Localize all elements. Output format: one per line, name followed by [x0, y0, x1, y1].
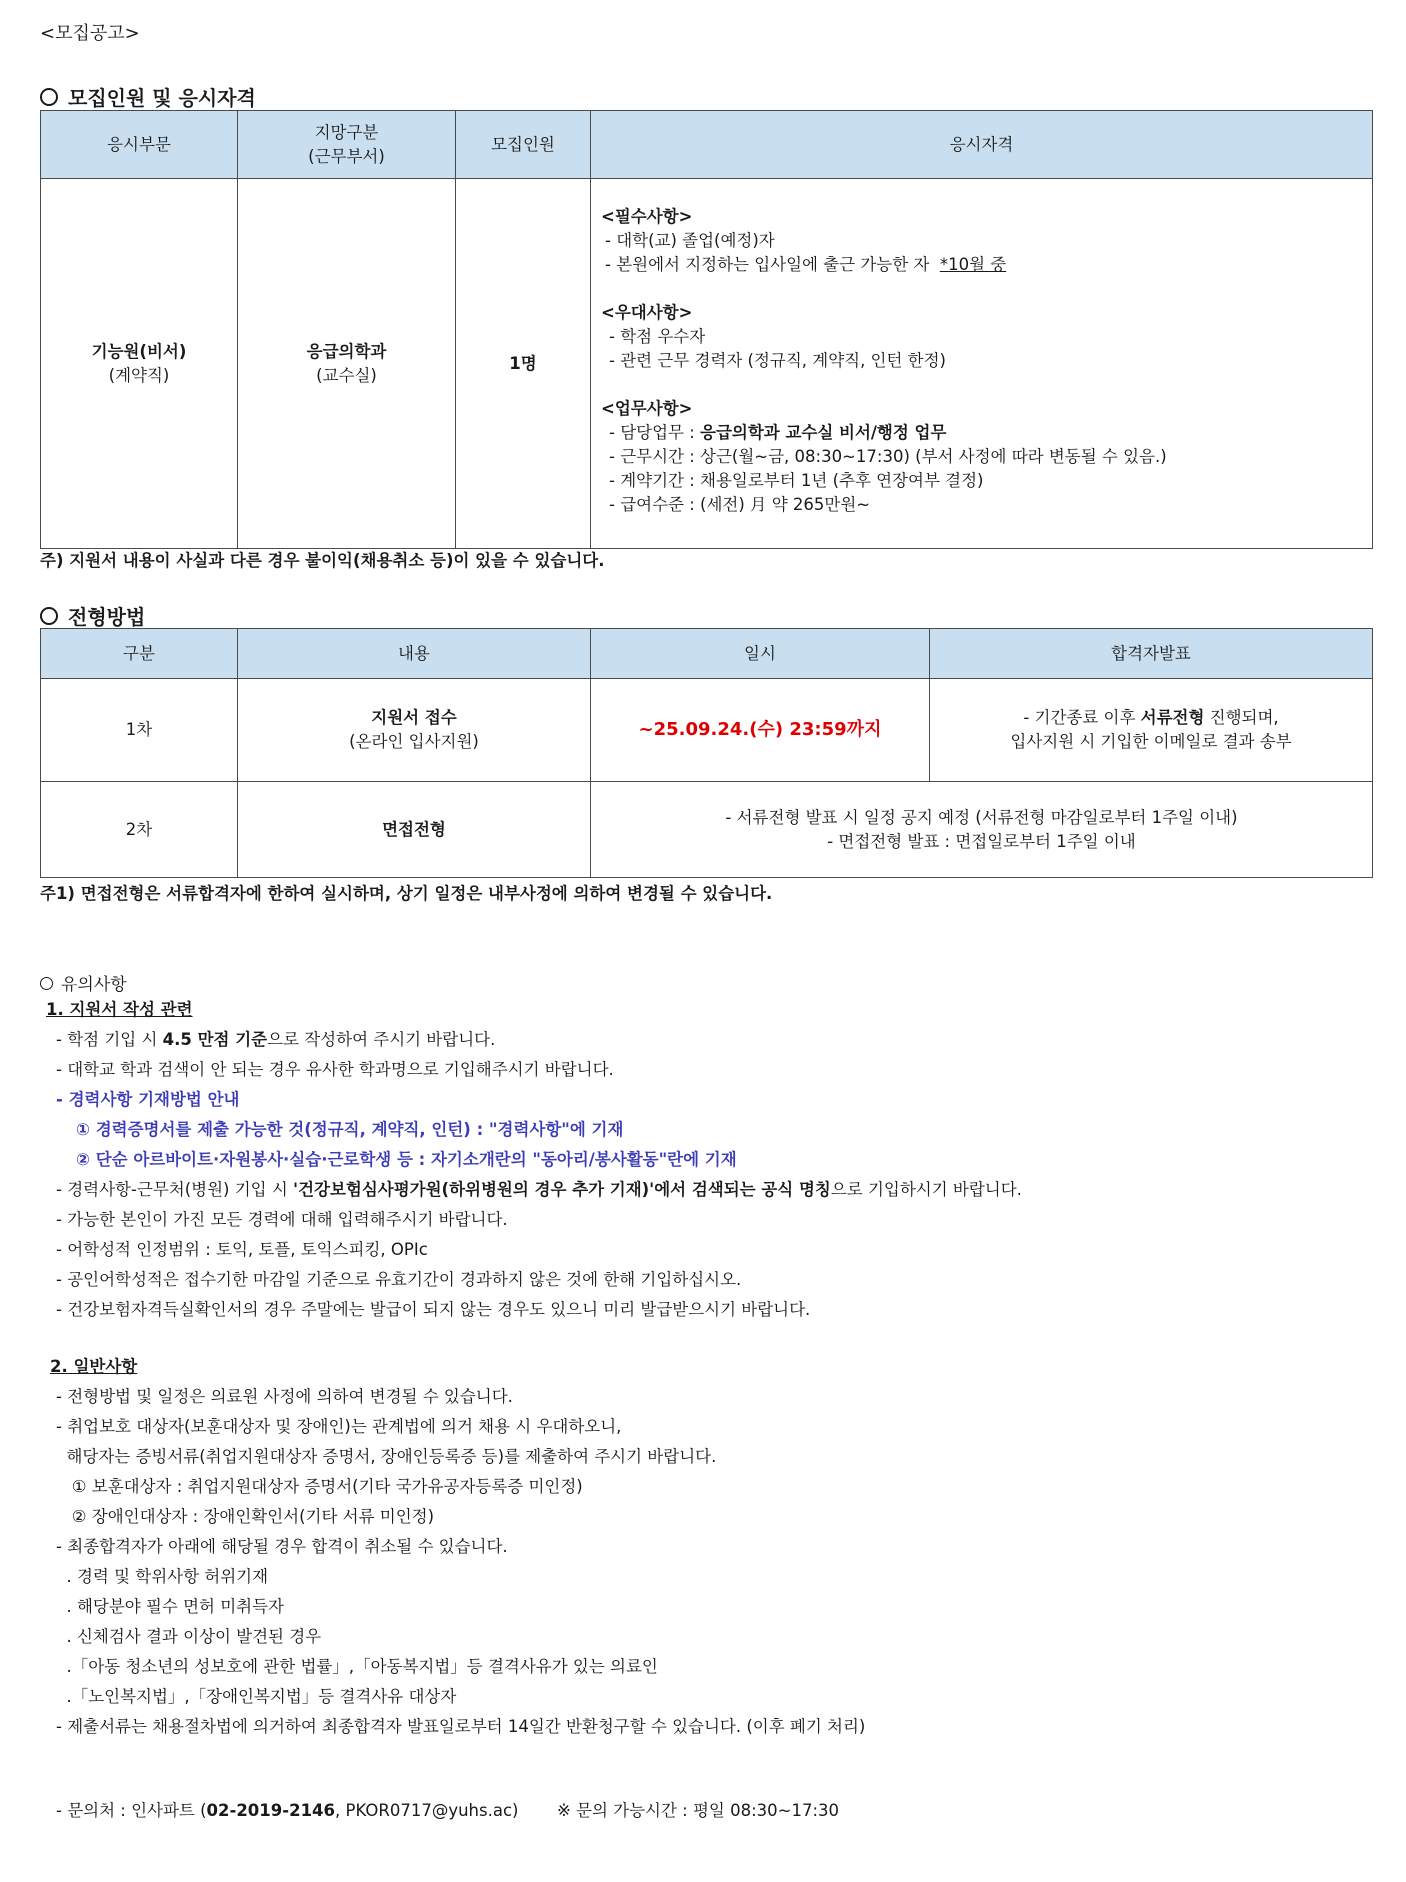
notice-line: ② 장애인대상자 : 장애인확인서(기타 서류 미인정) — [56, 1507, 435, 1526]
circle-bullet-icon — [40, 977, 53, 990]
notice-line: .「노인복지법」,「장애인복지법」등 결격사유 대상자 — [56, 1687, 457, 1706]
circle-bullet-icon — [40, 88, 58, 106]
notice-line: ① 경력증명서를 제출 가능한 것(정규직, 계약직, 인턴) : "경력사항"에 기재 — [76, 1120, 624, 1139]
notice-line: - 제출서류는 채용절차법에 의거하여 최종합격자 발표일로부터 14일간 반환청구할 수 있습니다. (이후 폐기 처리) — [56, 1717, 866, 1736]
stage-2-notes: - 서류전형 발표 시 일정 공지 예정 (서류전형 마감일로부터 1주일 이내) - 면접전형 발표 : 면접일로부터 1주일 이내 — [591, 782, 1373, 878]
col-header-date: 일시 — [591, 629, 930, 679]
stage-1: 1차 — [41, 679, 238, 782]
col-header-dept: 지망구분 (근무부서) — [238, 111, 456, 179]
preferred-item: - 학점 우수자 — [609, 327, 706, 346]
notice-line: - 취업보호 대상자(보훈대상자 및 장애인)는 관계법에 의거 채용 시 우대하오니, — [56, 1417, 622, 1436]
section1-note: 주) 지원서 내용이 사실과 다른 경우 불이익(채용취소 등)이 있을 수 있습니다. — [40, 551, 605, 570]
duty-item: - 근무시간 : 상근(월~금, 08:30~17:30) (부서 사정에 따라 변동될 수 있음.) — [609, 447, 1167, 466]
notice-line: ② 단순 아르바이트·자원봉사·실습·근로학생 등 : 자기소개란의 "동아리/봉사활동"란에 기재 — [76, 1150, 737, 1169]
col-header-announce: 합격자발표 — [930, 629, 1373, 679]
required-title: <필수사항> — [601, 207, 693, 226]
notice-line: 해당자는 증빙서류(취업지원대상자 증명서, 장애인등록증 등)를 제출하여 주시기 바랍니다. — [56, 1447, 717, 1466]
qualification-table — [40, 110, 1373, 549]
required-item: - 대학(교) 졸업(예정)자 — [605, 231, 775, 250]
stage-2: 2차 — [41, 782, 238, 878]
section2-note: 주1) 면접전형은 서류합격자에 한하여 실시하며, 상기 일정은 내부사정에 의하여 변경될 수 있습니다. — [40, 884, 773, 903]
notice-line: ① 보훈대상자 : 취업지원대상자 증명서(기타 국가유공자등록증 미인정) — [56, 1477, 583, 1496]
notice-line: - 대학교 학과 검색이 안 되는 경우 유사한 학과명으로 기입해주시기 바랍니다. — [56, 1060, 614, 1079]
stage-2-content: 면접전형 — [238, 782, 591, 878]
notice-title: <모집공고> — [40, 23, 140, 44]
cell-qualification — [591, 179, 1373, 549]
col-header-division: 응시부문 — [41, 111, 238, 179]
col-header-qualification: 응시자격 — [591, 111, 1373, 179]
section1-title: 모집인원 및 응시자격 — [68, 86, 256, 110]
stage-1-date: ~25.09.24.(수) 23:59까지 — [591, 679, 930, 782]
duty-item: - 담당업무 : 응급의학과 교수실 비서/행정 업무 — [609, 423, 947, 442]
circle-bullet-icon — [40, 607, 58, 625]
notice-line: . 경력 및 학위사항 허위기재 — [56, 1567, 269, 1586]
cell-division: 기능원(비서) (계약직) — [41, 179, 238, 549]
notice-line: . 신체검사 결과 이상이 발견된 경우 — [56, 1627, 322, 1646]
notice-line: - 건강보험자격득실확인서의 경우 주말에는 발급이 되지 않는 경우도 있으니 미리 발급받으시기 바랍니다. — [56, 1300, 811, 1319]
notice-line: - 전형방법 및 일정은 의료원 사정에 의하여 변경될 수 있습니다. — [56, 1387, 513, 1406]
col-header-content: 내용 — [238, 629, 591, 679]
selection-table — [40, 628, 1373, 878]
duty-item: - 급여수준 : (세전) 月 약 265만원~ — [609, 495, 871, 514]
notice-line: - 경력사항 기재방법 안내 — [56, 1090, 240, 1109]
sub1-title: 1. 지원서 작성 관련 — [46, 1000, 193, 1019]
notice-line: - 어학성적 인정범위 : 토익, 토플, 토익스피킹, OPIc — [56, 1240, 428, 1259]
required-item: - 본원에서 지정하는 입사일에 출근 가능한 자 *10월 중 — [605, 255, 1007, 274]
section1-heading — [40, 82, 256, 111]
preferred-title: <우대사항> — [601, 303, 693, 322]
notice-heading — [40, 970, 127, 995]
notice-line: .「아동 청소년의 성보호에 관한 법률」,「아동복지법」등 결격사유가 있는 의료인 — [56, 1657, 658, 1676]
notice-line: - 최종합격자가 아래에 해당될 경우 합격이 취소될 수 있습니다. — [56, 1537, 508, 1556]
cell-count: 1명 — [456, 179, 591, 549]
notice-line: - 공인어학성적은 접수기한 마감일 기준으로 유효기간이 경과하지 않은 것에 한해 기입하십시오. — [56, 1270, 742, 1289]
sub2-title: 2. 일반사항 — [50, 1357, 138, 1376]
section2-title: 전형방법 — [68, 605, 146, 629]
col-header-count: 모집인원 — [456, 111, 591, 179]
stage-1-content: 지원서 접수 (온라인 입사지원) — [238, 679, 591, 782]
section2-heading — [40, 601, 145, 630]
stage-1-announce: - 기간종료 이후 서류전형 진행되며, 입사지원 시 기입한 이메일로 결과 송부 — [930, 679, 1373, 782]
notice-line: - 학점 기입 시 4.5 만점 기준으로 작성하여 주시기 바랍니다. — [56, 1030, 496, 1049]
contact-line: - 문의처 : 인사파트 (02-2019-2146, PKOR0717@yuhs.ac) ※ 문의 가능시간 : 평일 08:30~17:30 — [56, 1801, 840, 1820]
col-header-stage: 구분 — [41, 629, 238, 679]
notice-line: . 해당분야 필수 면허 미취득자 — [56, 1597, 284, 1616]
notice-sub2 — [50, 1352, 865, 1742]
notice-title-text: 유의사항 — [61, 975, 127, 995]
cell-dept: 응급의학과 (교수실) — [238, 179, 456, 549]
notice-sub1 — [46, 995, 1022, 1325]
notice-line: - 가능한 본인이 가진 모든 경력에 대해 입력해주시기 바랍니다. — [56, 1210, 508, 1229]
duty-item: - 계약기간 : 채용일로부터 1년 (추후 연장여부 결정) — [609, 471, 984, 490]
preferred-item: - 관련 근무 경력자 (정규직, 계약직, 인턴 한정) — [609, 351, 946, 370]
contact-hours: ※ 문의 가능시간 : 평일 08:30~17:30 — [556, 1801, 840, 1820]
notice-line: - 경력사항-근무처(병원) 기입 시 '건강보험심사평가원(하위병원의 경우 추가 기재)'에서 검색되는 공식 명칭으로 기입하시기 바랍니다. — [56, 1180, 1022, 1199]
duties-title: <업무사항> — [601, 399, 693, 418]
